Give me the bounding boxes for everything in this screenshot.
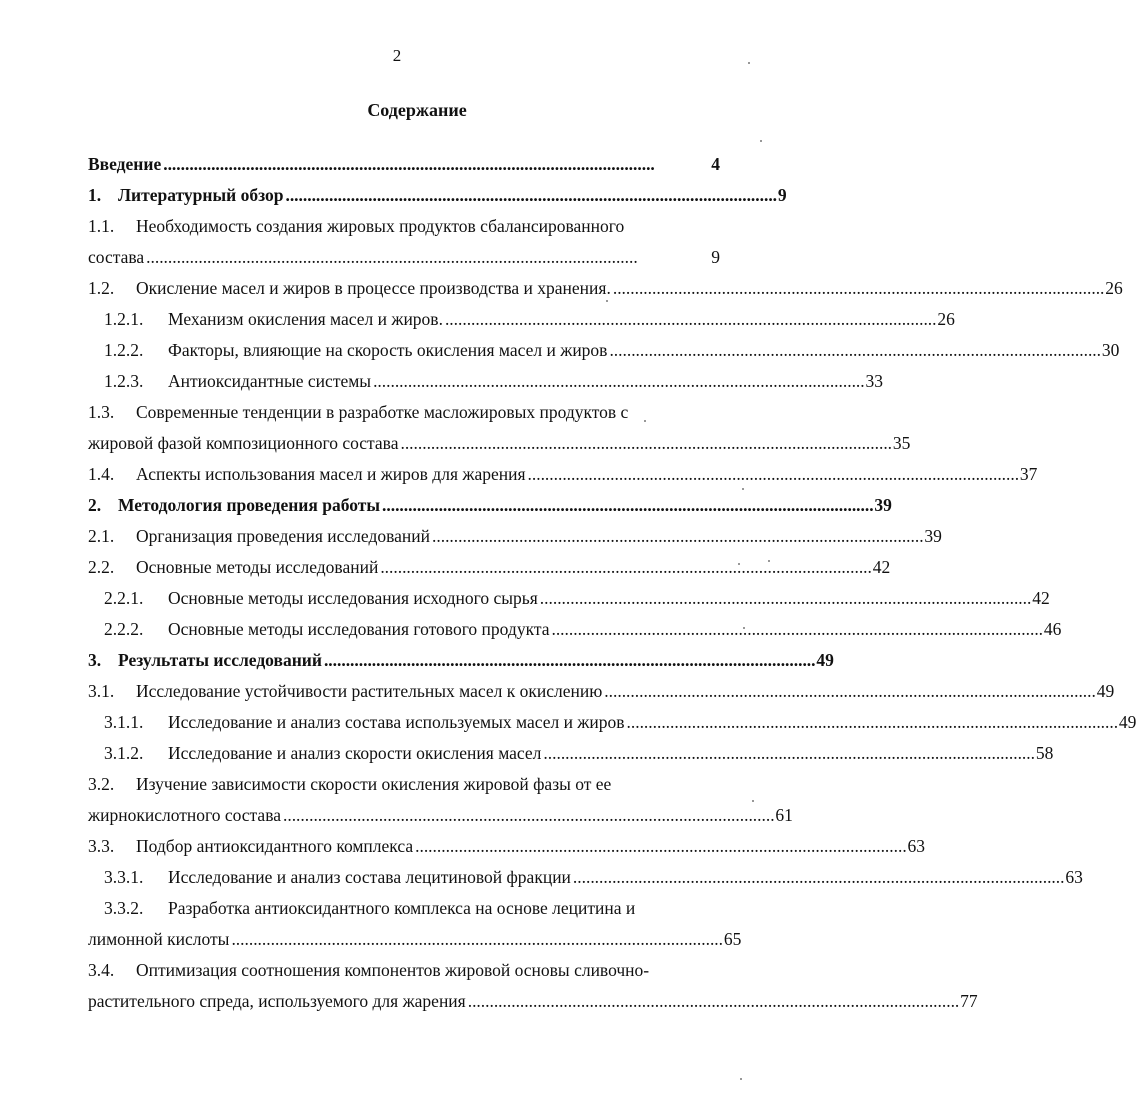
scan-speck [738,563,740,565]
toc-entry-title: Антиоксидантные системы [168,371,372,391]
toc-entry-page: 49 [816,650,834,670]
scan-speck [606,300,608,302]
toc-leader-dots [382,490,871,521]
toc-entry-line [88,490,892,521]
toc-entry[interactable] [0,273,1123,304]
toc-leader-dots [400,428,889,459]
scan-speck [752,800,754,802]
toc-entry-page: 49 [1096,681,1115,701]
toc-entry-continuation[interactable] [0,428,911,459]
toc-entry-number: 2.2. [88,557,115,577]
toc-entry[interactable] [0,552,891,583]
toc-leader-dots [432,521,921,552]
toc-entry-page: 4 [711,154,720,174]
toc-entry-number: 3.3. [88,836,115,856]
toc-entry-page: 26 [1105,278,1123,298]
toc-entry-line [88,273,1123,304]
toc-entry[interactable] [0,304,955,335]
toc-entry-page: 9 [711,247,720,267]
toc-leader-dots [285,180,774,211]
toc-entry[interactable] [0,707,1136,738]
toc-entry[interactable] [0,955,794,986]
toc-entry-number: 2.2.2. [104,619,144,639]
toc-entry-page: 33 [865,371,883,391]
toc-entry-page: 49 [1118,712,1136,732]
toc-leader-dots [528,459,1017,490]
toc-entry-number: 3.1. [88,681,115,701]
toc-leader-dots [609,335,1098,366]
toc-entry[interactable] [0,831,926,862]
toc-entry-line [88,242,720,273]
toc-entry-title: Результаты исследований [118,650,322,670]
toc-entry-number: 3.3.2. [104,898,144,918]
toc-entry-page: 63 [1065,867,1083,887]
toc-entry-page: 9 [777,185,787,205]
toc-entry-title-continued: растительного спреда, используемого для жарения [88,991,466,1011]
toc-leader-dots [380,552,869,583]
toc-leader-dots [551,614,1040,645]
toc-entry-number: 1.1. [88,216,115,236]
toc-entry-continuation[interactable] [0,924,794,955]
toc-entry-line [88,645,834,676]
toc-leader-dots [540,583,1029,614]
toc-entry-line [88,676,1115,707]
toc-entry-number: 1.2.3. [104,371,144,391]
toc-entry-line [104,304,955,335]
toc-entry-continuation[interactable] [0,800,794,831]
toc-entry-title: Аспекты использования масел и жиров для жарения [136,464,526,484]
toc-entry[interactable] [0,645,834,676]
toc-entry-continuation[interactable] [0,242,794,273]
scan-speck [768,560,770,562]
toc-entry-line [88,955,720,986]
toc-entry-line [104,583,1050,614]
toc-entry-title: Разработка антиоксидантного комплекса на основе лецитина и [168,898,636,918]
toc-leader-dots [415,831,904,862]
toc-entry-title: Литературный обзор [118,185,284,205]
toc-entry[interactable] [0,738,1054,769]
toc-entry-number: 1.2. [88,278,115,298]
toc-leader-dots [373,366,862,397]
toc-entry-line [88,521,942,552]
toc-entry-title: Факторы, влияющие на скорость окисления масел и жиров [168,340,608,360]
toc-leader-dots [573,862,1062,893]
toc-entry-number: 2.1. [88,526,115,546]
toc-entry-line [104,614,1062,645]
toc-leader-dots [627,707,1116,738]
toc-entry-number: 2. [88,495,102,515]
toc-entry-line [88,552,891,583]
toc-entry[interactable] [0,180,794,211]
toc-entry[interactable] [0,335,1120,366]
toc-entry-number: 1.2.1. [104,309,144,329]
toc-entry-title: Исследование устойчивости растительных масел к окислению [136,681,603,701]
toc-entry-line [104,862,1083,893]
toc-entry-number: 1.2.2. [104,340,144,360]
toc-entry-line [88,800,793,831]
toc-entry-title: Основные методы исследования исходного сырья [168,588,538,608]
toc-leader-dots [231,924,720,955]
toc-entry[interactable] [0,490,892,521]
toc-entry-page: 58 [1035,743,1054,763]
toc-entry-line [104,707,1136,738]
toc-entry-line [88,428,911,459]
toc-entry-number: 3.4. [88,960,115,980]
toc-entry-page: 30 [1101,340,1120,360]
toc-leader-dots [543,738,1032,769]
toc-entry-page: 77 [960,991,978,1011]
toc-entry-number: 3.2. [88,774,115,794]
toc-entry-line [104,738,1054,769]
toc-entry-line [88,397,720,428]
toc-leader-dots [604,676,1093,707]
toc-entry-number: 3.1.2. [104,743,144,763]
toc-entry-title: Основные методы исследований [136,557,379,577]
toc-entry-title: Окисление масел и жиров в процессе производства и хранения. [136,278,611,298]
toc-entry-title: Оптимизация соотношения компонентов жировой основы сливочно- [136,960,650,980]
toc-entry-line [88,769,720,800]
toc-entry[interactable] [0,521,942,552]
toc-entry[interactable] [0,769,794,800]
toc-entry-line [88,986,978,1017]
scan-speck [743,627,745,629]
toc-entry-title: Методология проведения работы [118,495,381,515]
toc-entry-page: 37 [1019,464,1038,484]
toc-entry[interactable] [0,893,794,924]
toc-entry-title: Изучение зависимости скорости окисления жировой фазы от ее [136,774,612,794]
toc-entry[interactable] [0,397,794,428]
toc-entry-title-continued: состава [88,247,145,267]
toc-entry-title: Введение [88,154,162,174]
toc-entry[interactable] [0,149,794,180]
toc-entry-title: Современные тенденции в разработке масложировых продуктов с [136,402,629,422]
toc-entry[interactable] [0,211,794,242]
toc-entry-page: 35 [892,433,911,453]
toc-entry-line [104,335,1120,366]
toc-entry-page: 42 [1032,588,1050,608]
toc-entry[interactable] [0,614,1062,645]
toc-entry-line [88,459,1038,490]
toc-entry-title-continued: жирнокислотного состава [88,805,281,825]
toc-entry-line [88,149,720,180]
toc-entry-line [88,831,926,862]
toc-entry-continuation[interactable] [0,986,978,1017]
toc-leader-dots [445,304,934,335]
toc-entry-number: 2.2.1. [104,588,144,608]
scan-speck [740,1078,742,1080]
toc-entry-page: 26 [937,309,955,329]
toc-entry-page: 46 [1043,619,1062,639]
scan-speck [742,488,744,490]
toc-entry-number: 3. [88,650,102,670]
toc-leader-dots [468,986,957,1017]
toc-entry[interactable] [0,862,1083,893]
toc-entry-page: 39 [924,526,942,546]
toc-entry-page: 65 [723,929,742,949]
scan-speck [748,62,750,64]
toc-entry-title-continued: лимонной кислоты [88,929,230,949]
toc-entry-line [104,366,883,397]
scan-speck [760,140,762,142]
toc-entry-line [104,893,720,924]
toc-entry-title: Подбор антиоксидантного комплекса [136,836,414,856]
toc-entry-number: 3.1.1. [104,712,144,732]
toc-entry-line [88,924,742,955]
toc-leader-dots [283,800,772,831]
page-title: Содержание [367,100,467,120]
toc-entry-title: Основные методы исследования готового продукта [168,619,550,639]
toc-entry[interactable] [0,366,883,397]
toc-leader-dots [163,149,708,180]
toc-entry[interactable] [0,676,1115,707]
toc-entry-page: 63 [907,836,926,856]
toc-entry-page: 42 [872,557,891,577]
toc-entry-title: Организация проведения исследований [136,526,431,546]
toc-entry-title: Исследование и анализ состава используемых масел и жиров [168,712,625,732]
toc-entry[interactable] [0,459,1038,490]
toc-entry-page: 39 [874,495,892,515]
toc-entry-line [88,180,787,211]
toc-entry-title: Необходимость создания жировых продуктов сбалансированного [136,216,625,236]
toc-entry-title: Механизм окисления масел и жиров. [168,309,443,329]
toc-entry-title: Исследование и анализ состава лецитиновой фракции [168,867,571,887]
page-number: 2 [392,46,402,65]
toc-leader-dots [146,242,708,273]
toc-entry-number: 1.4. [88,464,115,484]
toc-entry[interactable] [0,583,1050,614]
toc-entry-title-continued: жировой фазой композиционного состава [88,433,399,453]
scan-speck [644,420,646,422]
toc-entry-number: 1.3. [88,402,115,422]
toc-entry-title: Исследование и анализ скорости окисления масел [168,743,542,763]
toc-entry-page: 61 [775,805,793,825]
toc-entry-number: 1. [88,185,102,205]
toc-entry-line [88,211,720,242]
toc-entry-number: 3.3.1. [104,867,144,887]
toc-leader-dots [324,645,813,676]
toc-leader-dots [613,273,1102,304]
